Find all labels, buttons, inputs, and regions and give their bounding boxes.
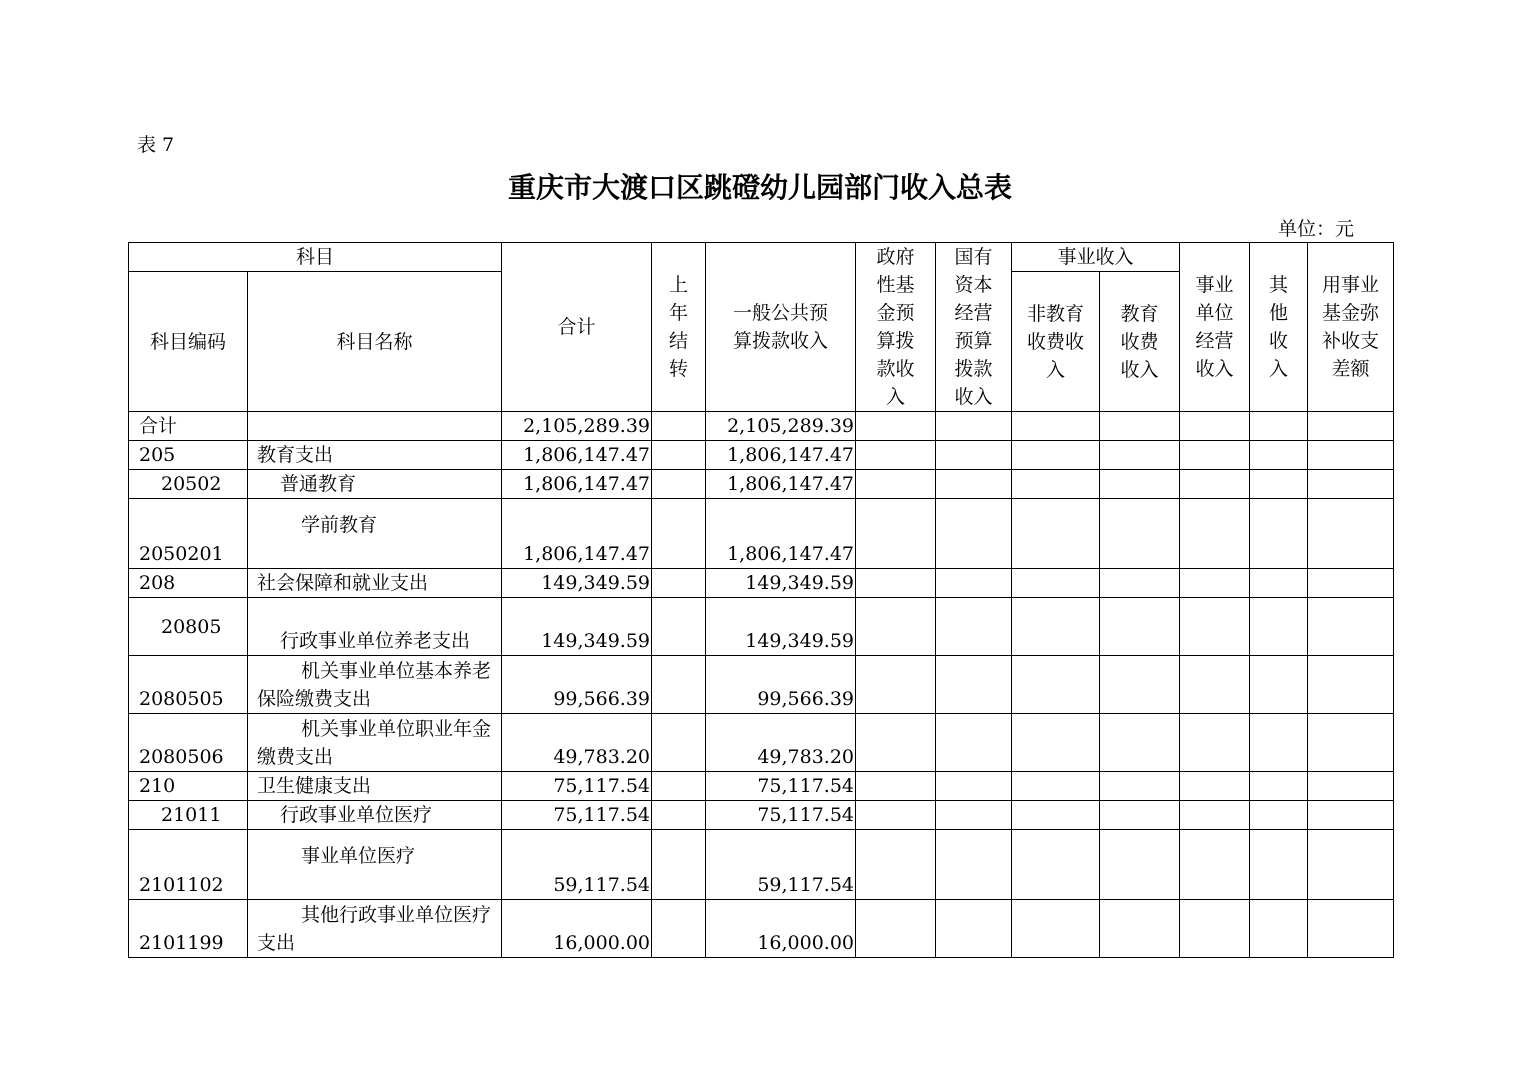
header-other-income: 其 他 收 入 — [1250, 243, 1308, 412]
page-title: 重庆市大渡口区跳磴幼儿园部门收入总表 — [507, 171, 1012, 204]
row-carryover — [652, 569, 706, 598]
table-row — [129, 499, 1394, 569]
row-carryover — [652, 470, 706, 499]
header-fund-makeup: 用事业 基金弥 补收支 差额 — [1308, 243, 1394, 412]
row-total: 16,000.00 — [502, 900, 652, 958]
row-general: 59,117.54 — [706, 830, 856, 900]
income-summary-table — [128, 242, 1394, 958]
header-name: 科目名称 — [248, 272, 502, 412]
row-general: 99,566.39 — [706, 656, 856, 714]
table-row — [129, 830, 1394, 900]
row-general: 49,783.20 — [706, 714, 856, 772]
row-code: 2080505 — [129, 656, 248, 714]
row-general: 1,806,147.47 — [706, 499, 856, 569]
header-unit-operating: 事业 单位 经营 收入 — [1180, 243, 1250, 412]
row-name-text: 机关事业单位职业年金缴费支出 — [257, 718, 492, 768]
row-code: 2101102 — [129, 830, 248, 900]
row-total: 1,806,147.47 — [502, 441, 652, 470]
table-row — [129, 412, 1394, 441]
row-code: 208 — [129, 569, 248, 598]
row-code: 2080506 — [129, 714, 248, 772]
row-code: 210 — [129, 772, 248, 801]
row-code: 合计 — [129, 412, 248, 441]
table-row — [129, 569, 1394, 598]
row-code: 2101199 — [129, 900, 248, 958]
row-general: 75,117.54 — [706, 801, 856, 830]
row-code: 2050201 — [129, 499, 248, 569]
row-name: 行政事业单位医疗 — [248, 801, 502, 830]
table-row — [129, 598, 1394, 656]
row-carryover — [652, 656, 706, 714]
row-total: 49,783.20 — [502, 714, 652, 772]
row-carryover — [652, 772, 706, 801]
table-row — [129, 772, 1394, 801]
row-carryover — [652, 412, 706, 441]
row-name — [248, 900, 502, 958]
row-name-text: 机关事业单位基本养老保险缴费支出 — [257, 660, 492, 710]
row-name: 普通教育 — [248, 470, 502, 499]
row-code: 20805 — [129, 598, 248, 656]
row-general: 16,000.00 — [706, 900, 856, 958]
row-code: 21011 — [129, 801, 248, 830]
row-code: 20502 — [129, 470, 248, 499]
table-number-label: 表 7 — [137, 134, 175, 156]
table-row — [129, 900, 1394, 958]
row-total: 1,806,147.47 — [502, 470, 652, 499]
row-total: 99,566.39 — [502, 656, 652, 714]
table-row — [129, 470, 1394, 499]
row-carryover — [652, 830, 706, 900]
table-row — [129, 441, 1394, 470]
header-edu-fee: 教育 收费 收入 — [1100, 272, 1180, 412]
row-name: 学前教育 — [248, 499, 502, 569]
header-general-budget: 一般公共预 算拨款收入 — [706, 243, 856, 412]
row-total: 75,117.54 — [502, 772, 652, 801]
header-total: 合计 — [502, 243, 652, 412]
table-row — [129, 801, 1394, 830]
table-row — [129, 656, 1394, 714]
row-carryover — [652, 598, 706, 656]
row-carryover — [652, 714, 706, 772]
row-general: 149,349.59 — [706, 569, 856, 598]
row-name — [248, 412, 502, 441]
header-carryover: 上 年 结 转 — [652, 243, 706, 412]
row-general: 1,806,147.47 — [706, 470, 856, 499]
header-gov-fund: 政府 性基 金预 算拨 款收 入 — [856, 243, 936, 412]
row-carryover — [652, 499, 706, 569]
row-name — [248, 656, 502, 714]
row-name-text: 其他行政事业单位医疗支出 — [257, 904, 492, 954]
row-name: 教育支出 — [248, 441, 502, 470]
row-total: 59,117.54 — [502, 830, 652, 900]
row-name — [248, 714, 502, 772]
row-carryover — [652, 900, 706, 958]
row-name: 卫生健康支出 — [248, 772, 502, 801]
row-name: 事业单位医疗 — [248, 830, 502, 900]
header-business-income: 事业收入 — [1012, 243, 1180, 272]
header-code: 科目编码 — [129, 272, 248, 412]
row-total: 149,349.59 — [502, 569, 652, 598]
unit-label: 单位：元 — [1278, 218, 1355, 240]
row-name — [248, 598, 502, 656]
header-non-edu-fee: 非教育 收费收 入 — [1012, 272, 1100, 412]
row-carryover — [652, 801, 706, 830]
row-total: 149,349.59 — [502, 598, 652, 656]
row-general: 1,806,147.47 — [706, 441, 856, 470]
row-total: 75,117.54 — [502, 801, 652, 830]
row-name: 社会保障和就业支出 — [248, 569, 502, 598]
row-code: 205 — [129, 441, 248, 470]
row-carryover — [652, 441, 706, 470]
header-subject: 科目 — [129, 243, 502, 272]
row-total: 2,105,289.39 — [502, 412, 652, 441]
row-general: 149,349.59 — [706, 598, 856, 656]
header-state-capital: 国有 资本 经营 预算 拨款 收入 — [936, 243, 1012, 412]
row-name-text: 行政事业单位养老支出 — [280, 630, 471, 652]
table-row — [129, 714, 1394, 772]
row-general: 2,105,289.39 — [706, 412, 856, 441]
row-total: 1,806,147.47 — [502, 499, 652, 569]
row-general: 75,117.54 — [706, 772, 856, 801]
